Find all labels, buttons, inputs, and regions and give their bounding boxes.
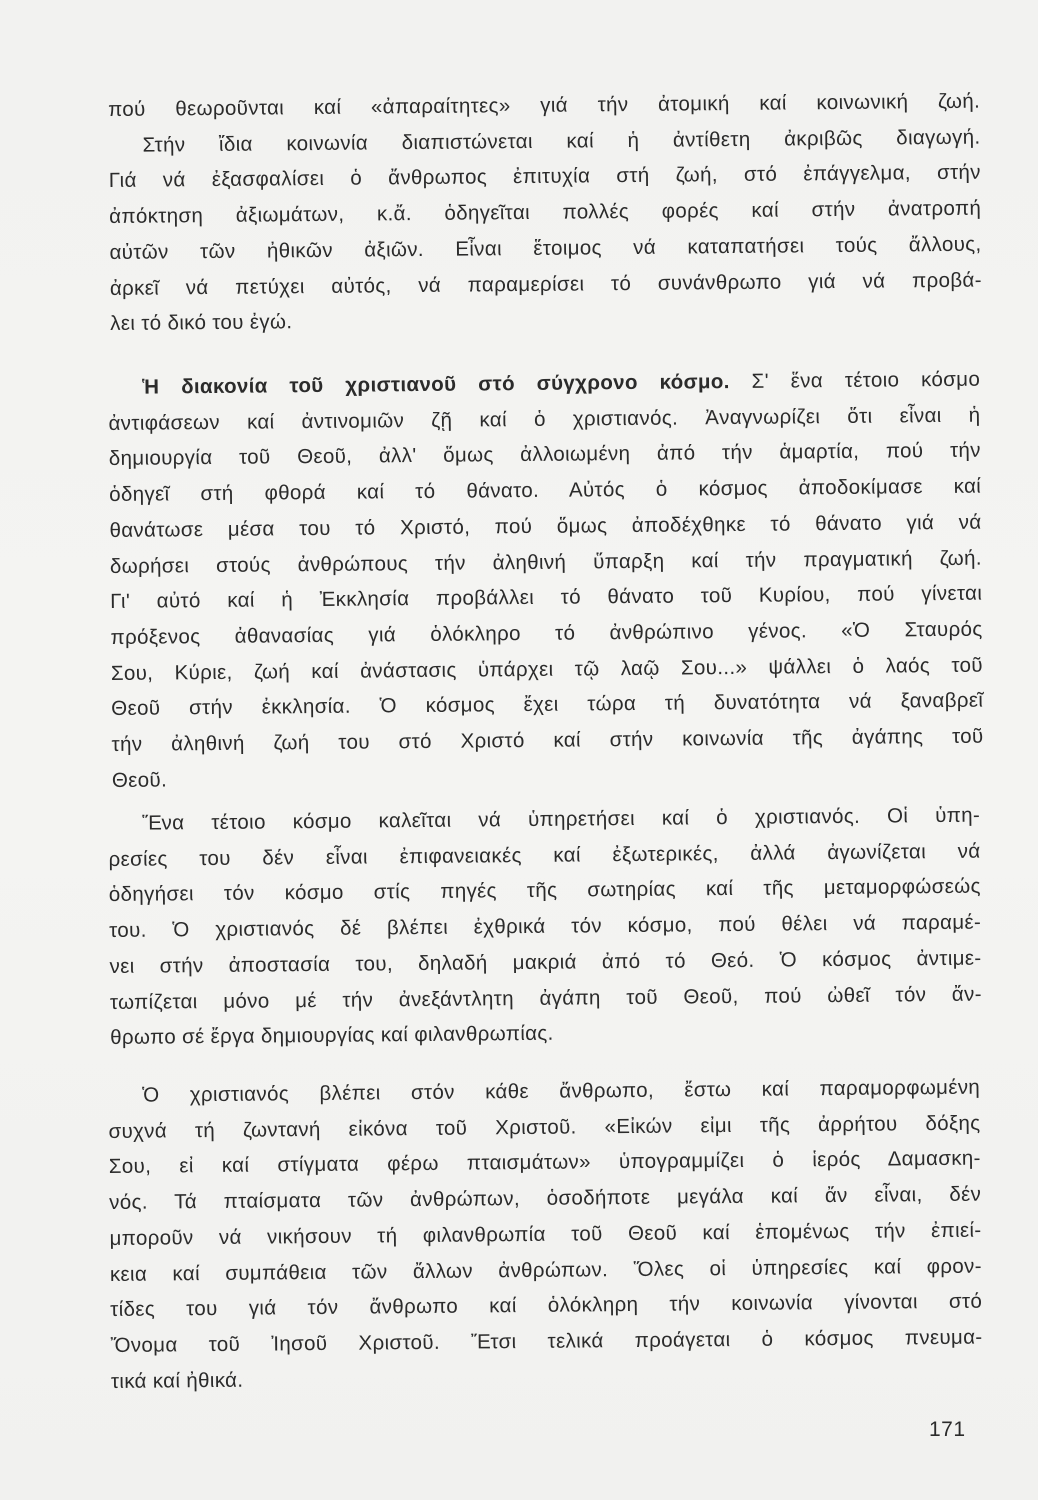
text-line: συχνά τή ζωντανή εἰκόνα τοῦ Χριστοῦ. «Εἰκών εἰμι τῆς ἀρρήτου δόξης — [108, 1111, 981, 1143]
text-line: νός. Τά πταίσματα τῶν ἀνθρώπων, ὁσοδήποτε μεγάλα καί ἄν εἶναι, δέν — [109, 1182, 982, 1215]
text-line: τήν ἀληθινή ζωή του στό Χριστό καί στήν κοινωνία τῆς ἀγάπης τοῦ — [111, 724, 984, 757]
text-line: ὁδηγεῖ στή φθορά καί τό θάνατο. Αὐτός ὁ κόσμος ἀποδοκίμασε καί — [109, 474, 982, 507]
text-line: πού θεωροῦνται καί «ἀπαραίτητες» γιά τήν ἀτομική καί κοινωνική ζωή. — [108, 89, 981, 121]
text-line: τωπίζεται μόνο μέ τήν ἀνεξάντλητη ἀγάπη τοῦ Θεοῦ, πού ὠθεῖ τόν ἄν- — [109, 982, 982, 1014]
text-line: νει στήν ἀποστασία του, δηλαδή μακριά ἀπό τό Θεό. Ὁ κόσμος ἀντιμε- — [109, 946, 982, 978]
section-heading: Ἡ διακονία τοῦ χριστιανοῦ στό σύγχρονο κόσμο. — [142, 370, 730, 399]
text-line: Θεοῦ στήν ἐκκλησία. Ὁ κόσμος ἔχει τώρα τή δυνατότητα νά ξαναβρεῖ — [111, 688, 984, 721]
text-line: δημιουργία τοῦ Θεοῦ, ἀλλ' ὅμως ἀλλοιωμένη ἀπό τήν ἁμαρτία, πού τήν — [108, 439, 981, 471]
text-line: πρόξενος ἀθανασίας γιά ὁλόκληρο τό ἀνθρώπινο γένος. «Ὁ Σταυρός — [110, 617, 983, 649]
text-line: Ἕνα τέτοιο κόσμο καλεῖται νά ὑπηρετήσει καί ὁ χριστιανός. Οἱ ὑπη- — [142, 803, 981, 835]
text-line: Σου, Κύριε, ζωή καί ἀνάστασις ὑπάρχει τῷ λαῷ Σου...» ψάλλει ὁ λαός τοῦ — [110, 653, 983, 685]
text-line: κεια καί συμπάθεια τῶν ἄλλων ἀνθρώπων. Ὅλες οἱ ὑπηρεσίες καί φρον- — [109, 1254, 982, 1286]
text-line: Σου, εἰ καί στίγματα φέρω πταισμάτων» ὑπογραμμίζει ὁ ἱερός Δαμασκη- — [108, 1147, 981, 1179]
text-line: Στήν ἴδια κοινωνία διαπιστώνεται καί ἡ ἀντίθετη ἀκριβῶς διαγωγή. — [142, 125, 981, 157]
text-line: του. Ὁ χριστιανός δέ βλέπει ἐχθρικά τόν κόσμο, πού θέλει νά παραμέ- — [109, 910, 982, 943]
text-line: αὐτῶν τῶν ἠθικῶν ἀξιῶν. Εἶναι ἕτοιμος νά καταπατήσει τούς ἄλλους, — [109, 232, 982, 264]
text-line: λει τό δικό του ἐγώ. — [110, 310, 293, 336]
text-line: τικά καί ἠθικά. — [110, 1368, 244, 1393]
text-line: ρεσίες του δέν εἶναι ἐπιφανειακές καί ἐξωτερικές, ἀλλά ἀγωνίζεται νά — [108, 839, 981, 871]
text-line: μποροῦν νά νικήσουν τή φιλανθρωπία τοῦ Θεοῦ καί ἑπομένως τήν ἐπιεί- — [109, 1218, 982, 1250]
heading-line-rest: Σ' ἕνα τέτοιο κόσμο — [751, 367, 981, 393]
text-line: Θεοῦ. — [111, 768, 168, 792]
text-line: Γι' αὐτό καί ἡ Ἐκκλησία προβάλλει τό θάνατο τοῦ Κυρίου, πού γίνεται — [110, 581, 983, 614]
text-line: θανάτωσε μέσα του τό Χριστό, πού ὅμως ἀποδέχθηκε τό θάνατο γιά νά — [109, 510, 982, 542]
page-number: 171 — [929, 1418, 966, 1441]
text-line: Γιά νά ἐξασφαλίσει ὁ ἄνθρωπος ἐπιτυχία στή ζωή, στό ἐπάγγελμα, στήν — [108, 161, 981, 193]
paragraph-2 — [108, 362, 984, 799]
text-line: ἀντιφάσεων καί ἀντινομιῶν ζῇ καί ὁ χριστιανός. Ἀναγνωρίζει ὅτι εἶναι ἡ — [108, 403, 981, 435]
text-line: Ὄνομα τοῦ Ἰησοῦ Χριστοῦ. Ἔτσι τελικά προάγεται ὁ κόσμος πνευμα- — [110, 1325, 983, 1357]
paragraph-4 — [108, 1070, 983, 1400]
paragraph-3 — [108, 798, 982, 1056]
text-line: ὁδηγήσει τόν κόσμο στίς πηγές τῆς σωτηρίας καί τῆς μεταμορφώσεώς — [108, 875, 981, 907]
text-line: θρωπο σέ ἔργα δημιουργίας καί φιλανθρωπίας. — [110, 1021, 554, 1050]
text-line: ἀπόκτηση ἀξιωμάτων, κ.ἄ. ὁδηγεῖται πολλές φορές καί στήν ἀνατροπή — [109, 196, 982, 229]
text-line: Ὁ χριστιανός βλέπει στόν κάθε ἄνθρωπο, ἔστω καί παραμορφωμένη — [142, 1075, 981, 1107]
text-line: δωρήσει στούς ἀνθρώπους τήν ἀληθινή ὕπαρξη καί τήν πραγματική ζωή. — [109, 546, 982, 578]
text-line: ἀρκεῖ νά πετύχει αὐτός, νά παραμερίσει τό συνάνθρωπο γιά νά προβά- — [109, 268, 982, 300]
text-line: τίδες του γιά τόν ἄνθρωπο καί ὁλόκληρη τήν κοινωνία γίνονται στό — [110, 1289, 983, 1322]
paragraph-1 — [108, 84, 982, 342]
